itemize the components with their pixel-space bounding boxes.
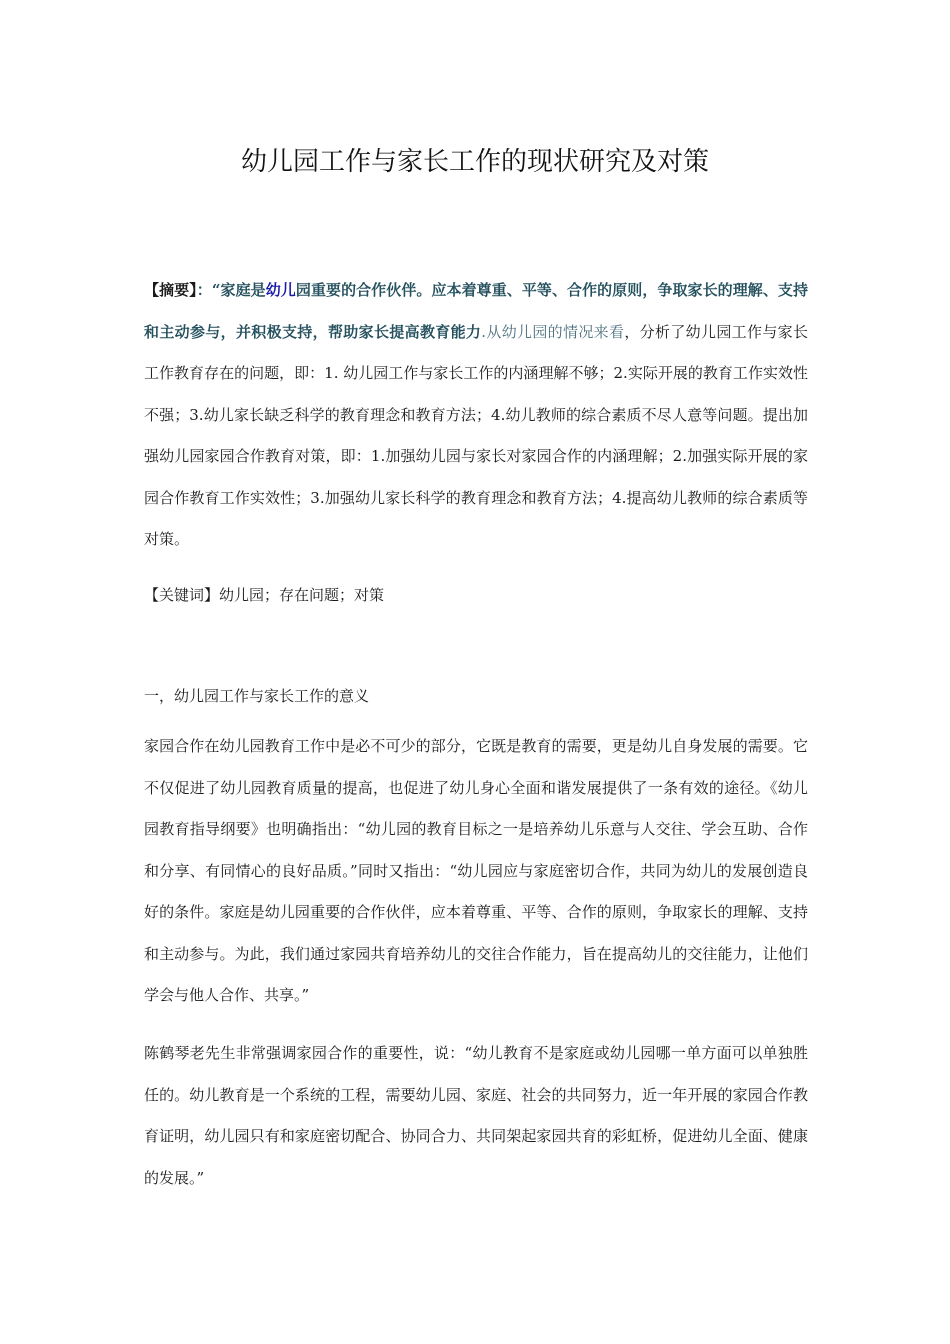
body-paragraph-2: 陈鹤琴老先生非常强调家园合作的重要性，说：“幼儿教育不是家庭或幼儿园哪一单方面可以单独胜任的。幼儿教育是一个系统的工程，需要幼儿园、家庭、社会的共同努力，近一年开展的家园合作教育证明，幼儿园只有和家庭密切配合、协同合力、共同架起家园共育的彩虹桥，促进幼儿全面、健康的发展。” xyxy=(144,1044,808,1187)
abstract-highlight-blue: 幼儿 xyxy=(265,281,296,299)
section-heading: 一，幼儿园工作与家长工作的意义 xyxy=(144,687,370,705)
body-paragraph-1: 家园合作在幼儿园教育工作中是必不可少的部分，它既是教育的需要，更是幼儿自身发展的需要。它不仅促进了幼儿园教育质量的提高，也促进了幼儿身心全面和谐发展提供了一条有效的途径。《幼儿园教育指导纲要》也明确指出：“幼儿园的教育目标之一是培养幼儿乐意与人交往、学会互助、合作和分享、有同情心的良好品质。”同时又指出：“幼儿园应与家庭密切合作，共同为幼儿的发展创造良好的条件。家庭是幼儿园重要的合作伙伴，应本着尊重、平等、合作的原则，争取家长的理解、支持和主动参与。为此，我们通过家园共育培养幼儿的交往合作能力，旨在提高幼儿的交往能力，让他们学会与他人合作、共享。” xyxy=(144,737,808,1004)
document-title: 幼儿园工作与家长工作的现状研究及对策 xyxy=(240,147,709,177)
abstract-colon: ： xyxy=(196,281,212,299)
abstract-label: 【摘要】 xyxy=(144,281,197,299)
keywords-text: 幼儿园；存在问题；对策 xyxy=(219,586,385,604)
abstract-body-text: ，分析了幼儿园工作与家长工作教育存在的问题，即：1. 幼儿园工作与家长工作的内涵理解不够；2.实际开展的教育工作实效性不强；3.幼儿家长缺乏科学的教育理念和教育方法；4.幼儿教师的综合素质不尽人意等问题。提出加强幼儿园家园合作教育对策，即：1.加强幼儿园与家长对家园合作的内涵理解；2.加强实际开展的家园合作教育工作实效性；3.加强幼儿家长科学的教育理念和教育方法；4.提高幼儿教师的综合素质等对策。 xyxy=(144,322,808,548)
keywords-line xyxy=(144,575,808,617)
abstract-quote-open: “家庭是 xyxy=(211,281,266,299)
keywords-label: 【关键词】 xyxy=(144,586,220,604)
abstract-highlight-text: 园重要的合作伙伴。应本着尊重、平等、合作的原则，争取家长的理解、支持和主动参与，并积极支持，帮助家长提高教育能力 xyxy=(144,281,808,341)
abstract-paragraph xyxy=(144,270,808,561)
abstract-tail-text: .从幼儿园的情况来看 xyxy=(481,322,625,341)
